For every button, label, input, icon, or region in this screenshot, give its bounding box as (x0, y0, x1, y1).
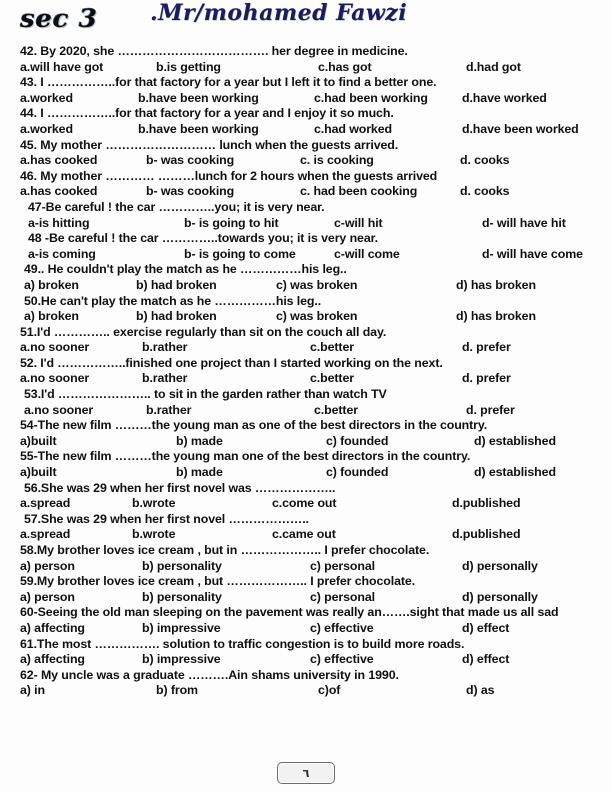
question-text: 57.She was 29 when her first novel ……………….. (24, 511, 309, 526)
option-row (20, 309, 602, 325)
option-a[interactable]: a) affecting (20, 620, 85, 635)
option-c[interactable]: c) effective (310, 652, 374, 667)
option-c[interactable]: c.better (310, 371, 354, 386)
question-block (0, 481, 612, 512)
question-block (0, 543, 612, 574)
option-b[interactable]: b.wrote (132, 496, 176, 511)
option-d[interactable]: d- will have hit (482, 215, 566, 230)
option-row (20, 434, 602, 450)
option-d[interactable]: d) personally (462, 589, 538, 604)
option-d[interactable]: d.have worked (462, 90, 547, 105)
option-row (20, 683, 602, 699)
option-a[interactable]: a) affecting (20, 652, 85, 667)
option-c[interactable]: c) founded (326, 465, 389, 480)
option-a[interactable]: a) broken (24, 309, 79, 324)
question-text: 42. By 2020, she ………………………………. her degree in medicine. (20, 44, 408, 58)
option-b[interactable]: b.rather (146, 402, 192, 417)
question-text: 46. My mother ………… ………lunch for 2 hours when the guests arrived (20, 168, 438, 183)
option-b[interactable]: b) impressive (142, 620, 221, 635)
option-d[interactable]: d- will have come (482, 246, 583, 261)
option-b[interactable]: b) made (176, 433, 223, 448)
option-d[interactable]: d) has broken (456, 277, 536, 292)
option-b[interactable]: b) had broken (136, 277, 217, 292)
questions-container (0, 44, 612, 699)
question-text: 47-Be careful ! the car …………..you; it is very near. (28, 199, 325, 214)
option-b[interactable]: b.is getting (156, 59, 221, 74)
option-b[interactable]: b) had broken (136, 309, 217, 324)
teacher-name: .Mr/mohamed Fawzi (150, 0, 408, 26)
option-row (20, 153, 602, 169)
question-text: 49.. He couldn't play the match as he ……………his leg.. (24, 262, 347, 277)
option-d[interactable]: d) established (474, 465, 556, 480)
option-b[interactable]: b) from (156, 683, 198, 698)
question-block (0, 574, 612, 605)
option-b[interactable]: b) impressive (142, 652, 221, 667)
option-a[interactable]: a)built (20, 465, 57, 480)
question-block (0, 668, 612, 699)
option-a[interactable]: a.spread (20, 496, 71, 511)
question-text: 50.He can't play the match as he ……………his leg.. (24, 293, 322, 308)
option-b[interactable]: b) made (176, 465, 223, 480)
option-row (20, 621, 602, 637)
option-c[interactable]: c.had worked (314, 121, 392, 136)
option-a[interactable]: a)built (20, 433, 57, 448)
option-b[interactable]: b- is going to come (184, 246, 296, 261)
question-text: 44. I ……………..for that factory for a year and I enjoy it so much. (20, 106, 394, 121)
option-c[interactable]: c.had been working (314, 90, 428, 105)
option-row (20, 91, 602, 107)
question-block (0, 637, 612, 668)
option-c[interactable]: c) was broken (276, 309, 358, 324)
question-block (0, 138, 612, 169)
option-b[interactable]: b.wrote (132, 527, 176, 542)
question-text: 43. I ……………..for that factory for a year but I left it to find a better one. (20, 75, 437, 90)
option-c[interactable]: c. is cooking (300, 153, 374, 168)
option-row (20, 652, 602, 668)
option-c[interactable]: c. had been cooking (300, 184, 418, 199)
option-c[interactable]: c) personal (310, 558, 376, 573)
option-d[interactable]: d) personally (462, 558, 538, 573)
option-a[interactable]: a) person (20, 558, 75, 573)
option-a[interactable]: a.spread (20, 527, 71, 542)
section-label: sec 3 (20, 4, 98, 33)
option-c[interactable]: c) founded (326, 433, 389, 448)
option-row (20, 122, 602, 138)
question-block (0, 325, 612, 356)
question-text: 53.I'd ………………….. to sit in the garden rather than watch TV (24, 387, 387, 402)
question-block (0, 75, 612, 106)
option-row (20, 340, 602, 356)
question-block (0, 169, 612, 200)
question-block (0, 418, 612, 449)
option-d[interactable]: d.had got (466, 59, 521, 74)
question-block (0, 356, 612, 387)
option-row (20, 216, 602, 232)
option-b[interactable]: b.have been working (138, 121, 259, 136)
option-a[interactable]: a.no sooner (24, 402, 94, 417)
option-c[interactable]: c) effective (310, 620, 374, 635)
option-c[interactable]: c-will hit (334, 215, 383, 230)
option-d[interactable]: d) has broken (456, 309, 536, 324)
option-c[interactable]: c) was broken (276, 277, 358, 292)
option-d[interactable]: d.have been worked (462, 121, 579, 136)
question-text: 48 -Be careful ! the car …………..towards you; it is very near. (28, 231, 379, 246)
option-d[interactable]: d.published (452, 496, 521, 511)
question-block (0, 449, 612, 480)
option-b[interactable]: b.rather (142, 371, 188, 386)
option-a[interactable]: a) person (20, 589, 75, 604)
option-d[interactable]: d. cooks (460, 184, 510, 199)
option-a[interactable]: a.will have got (20, 59, 104, 74)
option-a[interactable]: a.has cooked (20, 153, 98, 168)
question-text: 61.The most ……………. solution to traffic congestion is to build more roads. (20, 636, 465, 651)
page-header (0, 0, 612, 42)
option-a[interactable]: a.no sooner (20, 340, 90, 355)
option-c[interactable]: c.come out (272, 496, 337, 511)
option-c[interactable]: c) personal (310, 589, 376, 604)
option-c[interactable]: c.came out (272, 527, 336, 542)
option-row (20, 465, 602, 481)
question-block (0, 262, 612, 293)
option-row (20, 247, 602, 263)
page-number-box: ٦ (277, 762, 335, 784)
option-row (20, 371, 602, 387)
question-text: 52. I'd ……………..finished one project than I started working on the next. (20, 355, 443, 370)
question-block (0, 106, 612, 137)
page-footer (0, 762, 612, 784)
question-text: 62- My uncle was a graduate ……….Ain shams university in 1990. (20, 667, 399, 682)
option-row (20, 184, 602, 200)
question-block (0, 200, 612, 231)
option-b[interactable]: b.have been working (138, 90, 259, 105)
question-block (0, 294, 612, 325)
option-a[interactable]: a-is coming (28, 246, 96, 261)
option-a[interactable]: a.has cooked (20, 184, 98, 199)
option-row (20, 559, 602, 575)
question-text: 58.My brother loves ice cream , but in ……………….. I prefer chocolate. (20, 543, 430, 557)
option-row (20, 278, 602, 294)
option-c[interactable]: c.better (314, 402, 358, 417)
option-d[interactable]: d) as (466, 683, 495, 698)
question-text: 54-The new film ………the young man as one of the best directors in the country. (20, 418, 488, 433)
option-d[interactable]: d.published (452, 527, 521, 542)
option-c[interactable]: c)of (318, 683, 341, 698)
option-row (20, 527, 602, 543)
option-a[interactable]: a) in (20, 683, 45, 698)
option-b[interactable]: b- was cooking (146, 153, 235, 168)
option-b[interactable]: b- was cooking (146, 184, 235, 199)
question-block (0, 231, 612, 262)
question-block (0, 605, 612, 636)
option-d[interactable]: d. prefer (466, 402, 515, 417)
option-b[interactable]: b) personality (142, 558, 222, 573)
option-row (20, 496, 602, 512)
option-row (20, 590, 602, 606)
option-a[interactable]: a-is hitting (28, 215, 90, 230)
option-b[interactable]: b- is going to hit (184, 215, 279, 230)
option-d[interactable]: d) established (474, 433, 556, 448)
option-c[interactable]: c-will come (334, 246, 400, 261)
option-a[interactable]: a.no sooner (20, 371, 90, 386)
option-c[interactable]: c.better (310, 340, 354, 355)
option-d[interactable]: d) effect (462, 620, 510, 635)
question-text: 59.My brother loves ice cream , but ……………….. I prefer chocolate. (20, 574, 416, 589)
question-block (0, 44, 612, 75)
question-block (0, 512, 612, 543)
option-a[interactable]: a.worked (20, 90, 73, 105)
option-c[interactable]: c.has got (318, 59, 372, 74)
option-b[interactable]: b.rather (142, 340, 188, 355)
question-text: 51.I'd ………….. exercise regularly than sit on the couch all day. (20, 324, 387, 339)
question-text: 55-The new film ………the young man one of the best directors in the country. (20, 449, 471, 464)
option-d[interactable]: d. prefer (462, 340, 511, 355)
option-d[interactable]: d) effect (462, 652, 510, 667)
question-text: 45. My mother ……………………… lunch when the guests arrived. (20, 137, 399, 152)
option-row (20, 60, 602, 76)
option-a[interactable]: a.worked (20, 121, 73, 136)
question-block (0, 387, 612, 418)
option-a[interactable]: a) broken (24, 277, 79, 292)
option-row (20, 403, 602, 419)
option-b[interactable]: b) personality (142, 589, 222, 604)
question-text: 60-Seeing the old man sleeping on the pavement was really an…….sight that made us all sad (20, 605, 559, 620)
question-text: 56.She was 29 when her first novel was ……………….. (24, 480, 336, 495)
option-d[interactable]: d. prefer (462, 371, 511, 386)
option-d[interactable]: d. cooks (460, 153, 510, 168)
